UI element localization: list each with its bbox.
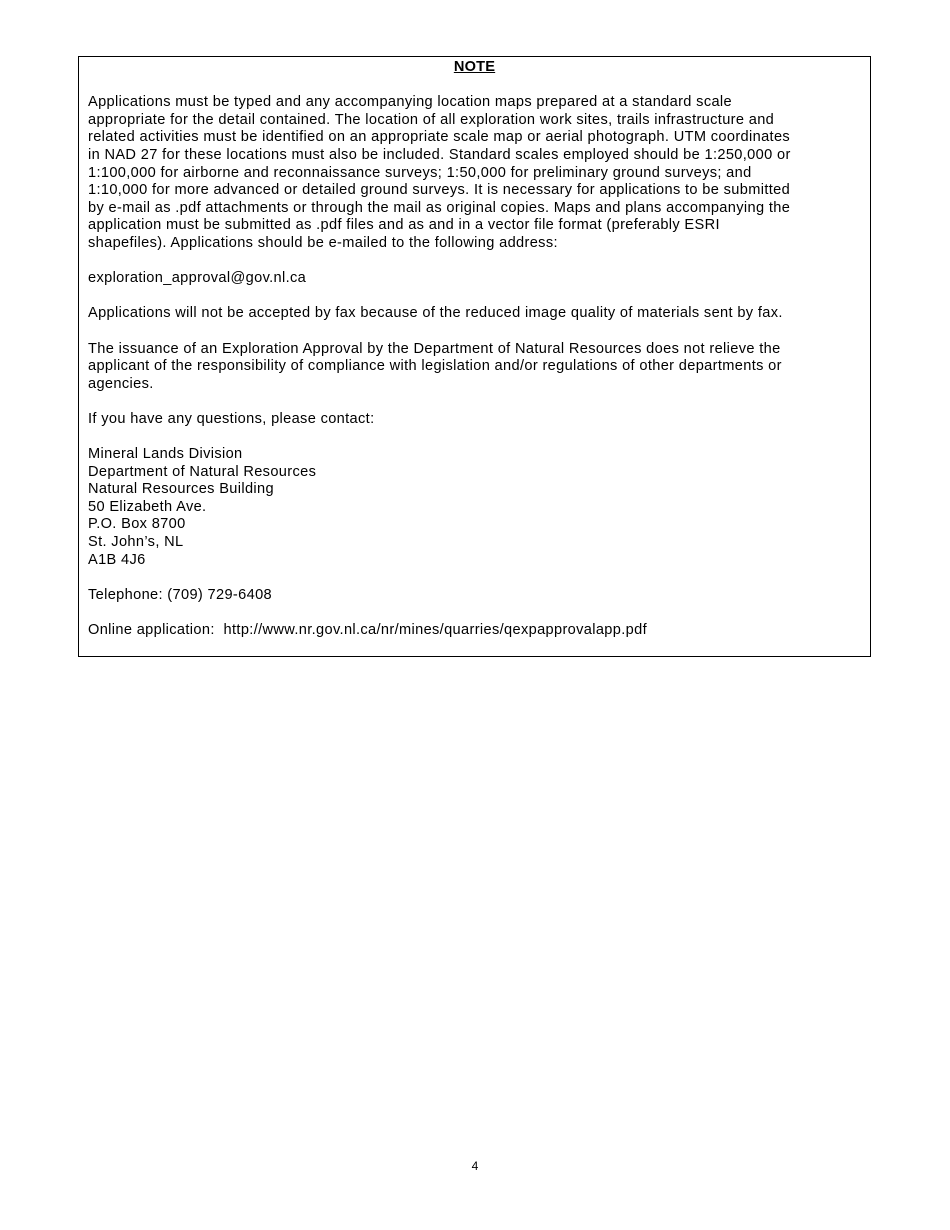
email-address: exploration_approval@gov.nl.ca: [88, 270, 307, 287]
intro-line: 1:100,000 for airborne and reconnaissance surveys; 1:50,000 for preliminary ground surveys; and: [88, 164, 752, 181]
intro-line: appropriate for the detail contained. The location of all exploration work sites, trails infrastructure and: [88, 111, 775, 128]
online-application-url: http://www.nr.gov.nl.ca/nr/mines/quarries/qexpapprovalapp.pdf: [223, 622, 647, 638]
intro-line: by e-mail as .pdf attachments or through the mail as original copies. Maps and plans accompanying the: [88, 199, 791, 216]
intro-paragraph: [88, 94, 861, 252]
address-line: A1B 4J6: [88, 551, 146, 568]
issuance-line: The issuance of an Exploration Approval by the Department of Natural Resources does not relieve the: [88, 340, 781, 357]
address-line: 50 Elizabeth Ave.: [88, 498, 207, 515]
note-box: [78, 56, 871, 657]
address-line: Department of Natural Resources: [88, 463, 317, 480]
note-title: NOTE: [453, 59, 496, 75]
online-application: [88, 622, 861, 640]
intro-line: in NAD 27 for these locations must also be included. Standard scales employed should be 1:250,000 or: [88, 146, 791, 163]
online-application-label: Online application:: [88, 622, 215, 638]
mailing-address: [88, 446, 861, 569]
issuance-paragraph: [88, 341, 861, 394]
fax-notice: Applications will not be accepted by fax because of the reduced image quality of materials sent by fax.: [88, 305, 783, 322]
page-number: 4: [471, 1159, 479, 1173]
address-line: St. John’s, NL: [88, 534, 184, 551]
intro-line: Applications must be typed and any accompanying location maps prepared at a standard scale: [88, 94, 732, 111]
intro-line: application must be submitted as .pdf files and as and in a vector file format (preferably ESRI: [88, 217, 720, 234]
telephone: Telephone: (709) 729-6408: [88, 586, 273, 603]
intro-line: shapefiles). Applications should be e-mailed to the following address:: [88, 234, 558, 251]
contact-prompt: If you have any questions, please contact:: [88, 410, 375, 427]
address-line: Mineral Lands Division: [88, 446, 243, 463]
issuance-line: applicant of the responsibility of compliance with legislation and/or regulations of other departments or: [88, 358, 782, 375]
address-line: P.O. Box 8700: [88, 516, 186, 533]
intro-line: related activities must be identified on an appropriate scale map or aerial photograph. UTM coordinates: [88, 129, 791, 146]
address-line: Natural Resources Building: [88, 481, 274, 498]
issuance-line: agencies.: [88, 375, 154, 392]
intro-line: 1:10,000 for more advanced or detailed ground surveys. It is necessary for applications to be submitted: [88, 182, 791, 199]
